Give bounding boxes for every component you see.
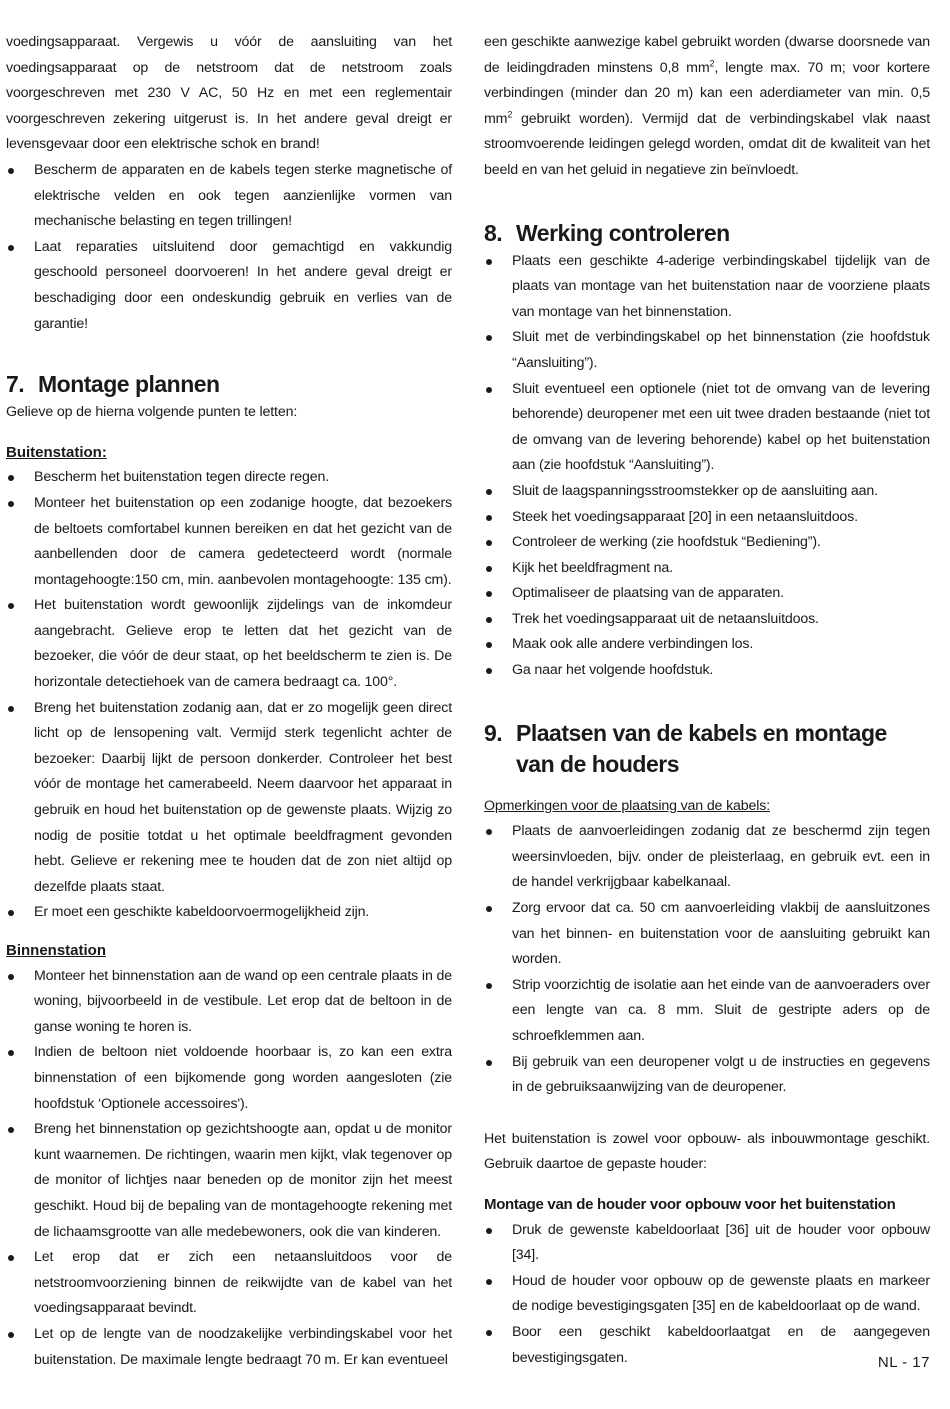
list-item: Let op de lengte van de noodzakelijke verbindingskabel voor het buitenstation. De maximale lengte bedraagt 70 m. Er kan eventueel (6, 1322, 452, 1373)
list-item: Maak ook alle andere verbindingen los. (484, 632, 930, 658)
list-item: Steek het voedingsapparaat [20] in een netaansluitdoos. (484, 505, 930, 531)
section-title: Werking controleren (516, 219, 730, 246)
outdoor-station-heading: Buitenstation: (6, 443, 107, 461)
list-item: Monteer het buitenstation op een zodanige hoogte, dat bezoekers de beltoets comfortabel kunnen bereiken en dat het gezicht van de aanbellenden door de camera gedetecteerd wordt (normale montagehoogte:150 cm, min. aanbevolen montagehoogte: 135 cm). (6, 491, 452, 593)
list-item: Indien de beltoon niet voldoende hoorbaar is, zo kan een extra binnenstation of een bijkomende gong worden aangesloten (zie hoofdstuk ‘Optionele accessoires'). (6, 1040, 452, 1117)
superscript-2: 2 (507, 109, 513, 120)
list-item: Monteer het binnenstation aan de wand op een centrale plaats in de woning, bijvoorbeeld in de vestibule. Let erop dat de beltoon in de ganse woning te horen is. (6, 964, 452, 1041)
list-item: Bij gebruik van een deuropener volgt u de instructies en gegevens in de gebruiksaanwijzing van de deuropener. (484, 1050, 930, 1101)
right-column (484, 30, 930, 1371)
cable-spec-part-a: een geschikte aanwezige kabel gebruikt worden (dwarse doorsnede van de leidingdraden minstens 0,8 mm (484, 34, 930, 76)
list-item: Breng het buitenstation zodanig aan, dat er zo mogelijk geen direct licht op de lensopening valt. Vermijd sterk tegenlicht achter de bezoeker: Daarbij lijkt de persoon donkerder. Controleer het best vóór de montage het camerabeeld. Neem daarvoor het apparaat in gebruik en houd het buitenstation op de gewenste plaats. Wijzig zo nodig de positie totdat u het optimale beeldfragment gevonden hebt. Gelieve er rekening mee te houden dat de zon niet altijd op dezelfde plaats staat. (6, 696, 452, 901)
intro-bullet-list (6, 158, 452, 337)
outdoor-bullet-list (6, 465, 452, 926)
left-column (6, 30, 452, 1373)
section-7-heading (6, 369, 452, 400)
list-item: Ga naar het volgende hoofdstuk. (484, 658, 930, 684)
list-item: Zorg ervoor dat ca. 50 cm aanvoerleiding vlakbij de aansluitzones van het binnen- en buitenstation voor de aansluiting gebruikt kan worden. (484, 896, 930, 973)
list-item: Plaats de aanvoerleidingen zodanig dat ze beschermd zijn tegen weersinvloeden, bijv. onder de pleisterlaag, en gebruik evt. een in de handel verkrijgbaar kabelkanaal. (484, 819, 930, 896)
superscript-2: 2 (709, 57, 715, 68)
intro-continuation: voedingsapparaat. Vergewis u vóór de aansluiting van het voedingsapparaat op de netstroom dat de netstroom zoals voorgeschreven met 230 V AC, 50 Hz en met een reglementair voorgeschreven zekering uitgerust is. In het andere geval dreigt er levensgevaar door een elektrische schok en brand! (6, 34, 452, 153)
list-item: Laat reparaties uitsluitend door gemachtigd en vakkundig geschoold personeel doorvoeren! In het andere geval dreigt er beschadiging door een ondeskundig gebruik en verlies van de garantie! (6, 235, 452, 337)
section-title: Montage plannen (38, 371, 220, 398)
cable-spec-continuation (484, 30, 930, 184)
indoor-station-heading: Binnenstation (6, 942, 106, 959)
list-item: Kijk het beeldfragment na. (484, 556, 930, 582)
cable-notes-heading: Opmerkingen voor de plaatsing van de kabels: (484, 797, 770, 814)
list-item: Bescherm de apparaten en de kabels tegen sterke magnetische of elektrische velden en ook tegen aanzienlijke vormen van mechanische belasting en tegen trillingen! (6, 158, 452, 235)
indoor-bullet-list (6, 964, 452, 1374)
cable-spec-part-b: , lengte max. 70 m; voor kortere verbindingen (minder dan 20 m) kan een aderdiameter van min. 0,5 mm (484, 59, 930, 127)
list-item: Breng het binnenstation op gezichtshoogte aan, opdat u de monitor kunt waarnemen. De richtingen, waarin men kijkt, vlak tegenover op de monitor of lichtjes naar beneden op de monitor zijn het meest geschikt. Houd bij de bepaling van de montagehoogte rekening met de lichaamsgrootte van alle medebewoners, ook die van kinderen. (6, 1117, 452, 1245)
section-9-heading (484, 718, 930, 780)
section-number: 7. (6, 371, 25, 398)
section-7-intro: Gelieve op de hierna volgende punten te letten: (6, 404, 298, 421)
list-item: Boor een geschikt kabeldoorlaatgat en de aangegeven bevestigingsgaten. (484, 1320, 930, 1371)
list-item: Sluit eventueel een optionele (niet tot de omvang van de levering behorende) deuropener met een uit twee draden bestaande (niet tot de omvang van de levering behorende) kabel op het buitenstation aan (zie hoofdstuk “Aansluiting”). (484, 377, 930, 479)
list-item: Het buitenstation wordt gewoonlijk zijdelings van de inkomdeur aangebracht. Gelieve erop te letten dat het gezicht van de bezoeker, die vóór de deur staat, op het beeldscherm te zien is. De horizontale detectiehoek van de camera bedraagt ca. 100°. (6, 593, 452, 695)
surface-mount-heading: Montage van de houder voor opbouw voor het buitenstation (484, 1195, 896, 1213)
section-number: 8. (484, 219, 503, 246)
cable-spec-part-c: gebruikt worden). Vermijd dat de verbindingskabel vlak naast stroomvoerende leidingen gelegd worden, omdat dit de kwaliteit van het beeld en van het geluid in negatieve zin beïnvloedt. (484, 110, 930, 178)
list-item: Controleer de werking (zie hoofdstuk “Bediening”). (484, 530, 930, 556)
page-number: NL - 17 (877, 1354, 930, 1371)
cable-notes-bullet-list (484, 819, 930, 1101)
list-item: Plaats een geschikte 4-aderige verbindingskabel tijdelijk van de plaats van montage van het buitenstation naar de voorziene plaats van montage van het binnenstation. (484, 249, 930, 326)
list-item: Druk de gewenste kabeldoorlaat [36] uit de houder voor opbouw [34]. (484, 1218, 930, 1269)
list-item: Strip voorzichtig de isolatie aan het einde van de aanvoeraders over een lengte van ca. 8 mm. Sluit de gestripte aders op de schroefklemmen aan. (484, 973, 930, 1050)
list-item: Let erop dat er zich een netaansluitdoos voor de netstroomvoorziening binnen de reikwijdte van de kabel van het voedingsapparaat bevindt. (6, 1245, 452, 1322)
list-item: Bescherm het buitenstation tegen directe regen. (6, 465, 452, 491)
section-8-heading (484, 218, 930, 249)
section-number: 9. (484, 719, 503, 746)
section-title: Plaatsen van de kabels en montage van de houders (516, 719, 887, 777)
function-check-bullet-list (484, 249, 930, 684)
list-item: Optimaliseer de plaatsing van de apparaten. (484, 581, 930, 607)
list-item: Houd de houder voor opbouw op de gewenste plaats en markeer de nodige bevestigingsgaten [35] en de kabeldoorlaat op de wand. (484, 1269, 930, 1320)
mounting-intro: Het buitenstation is zowel voor opbouw- als inbouwmontage geschikt. Gebruik daartoe de gepaste houder: (484, 1130, 930, 1173)
list-item: Sluit met de verbindingskabel op het binnenstation (zie hoofdstuk “Aansluiting”). (484, 325, 930, 376)
surface-mount-bullet-list (484, 1218, 930, 1372)
list-item: Sluit de laagspanningsstroomstekker op de aansluiting aan. (484, 479, 930, 505)
list-item: Trek het voedingsapparaat uit de netaansluitdoos. (484, 607, 930, 633)
list-item: Er moet een geschikte kabeldoorvoermogelijkheid zijn. (6, 900, 452, 926)
